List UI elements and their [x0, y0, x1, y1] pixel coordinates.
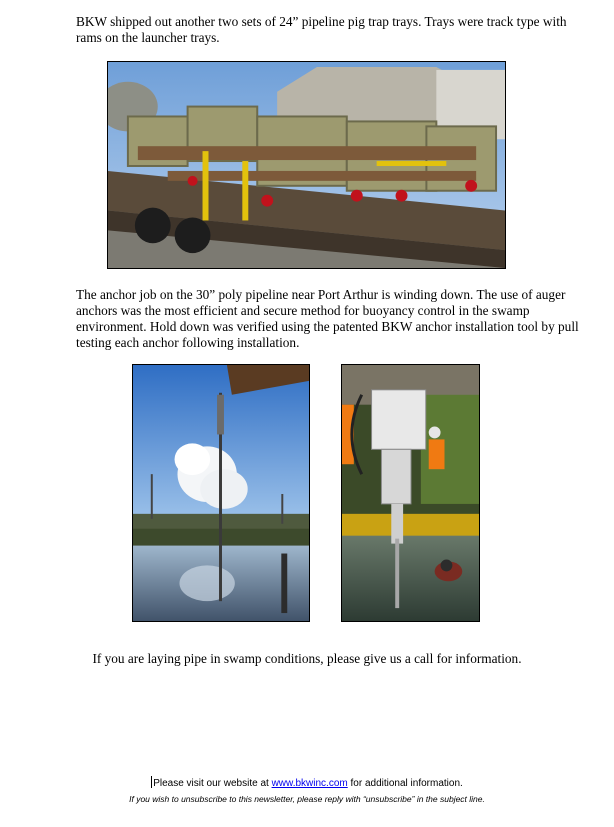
swamp-canal-photo	[132, 364, 310, 622]
intro-paragraph: BKW shipped out another two sets of 24” pipeline pig trap trays. Trays were track type with rams on the launcher trays.	[76, 14, 567, 45]
footer-visit-suffix: for additional information.	[347, 778, 463, 789]
unsubscribe-note: If you wish to unsubscribe to this newsletter, please reply with “unsubscribe” in the subject line.	[129, 794, 485, 804]
footer-website-line	[0, 776, 614, 789]
diver-anchor-tool-photo	[341, 364, 480, 622]
pig-trap-trays-photo	[107, 61, 506, 269]
call-to-action: If you are laying pipe in swamp conditions, please give us a call for information.	[92, 651, 522, 667]
website-link[interactable]: www.bkwinc.com	[271, 778, 348, 789]
footer-visit-prefix: Please visit our website at	[153, 778, 272, 789]
anchor-job-paragraph: The anchor job on the 30” poly pipeline near Port Arthur is winding down. The use of auger anchors was the most efficient and secure method for buoyancy control in the swamp environment. Hold down was verified using the patented BKW anchor installation tool by pull testing each anchor following installation.	[76, 287, 579, 350]
